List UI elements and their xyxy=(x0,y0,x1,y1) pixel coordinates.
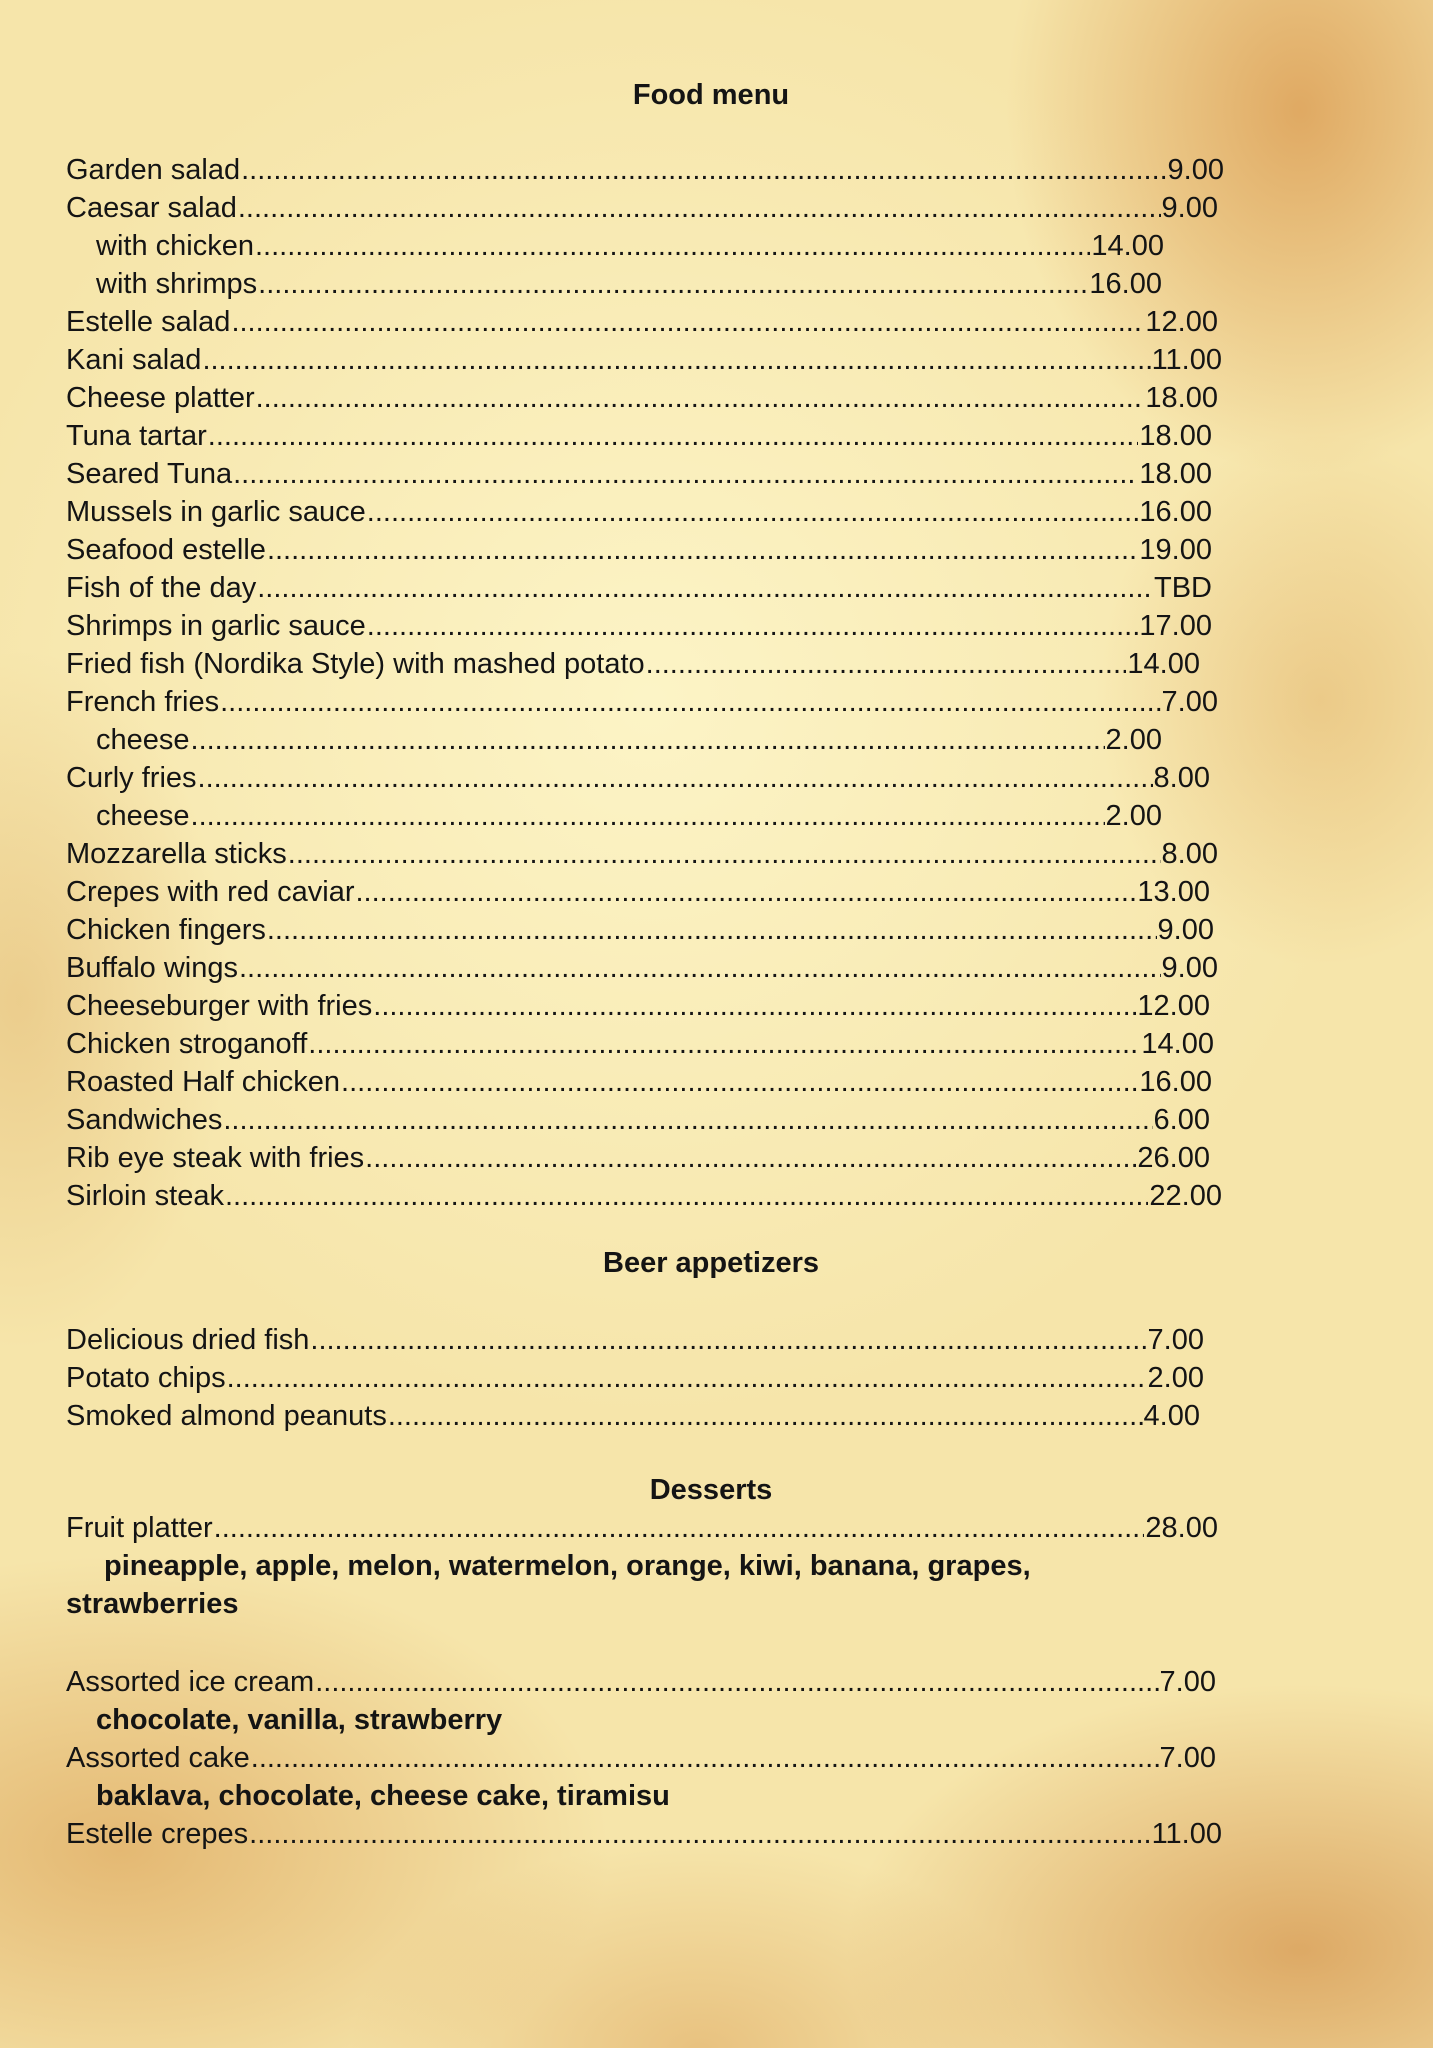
menu-item xyxy=(66,1815,1222,1853)
item-name: Mozzarella sticks xyxy=(66,838,287,870)
item-name: Mussels in garlic sauce xyxy=(66,496,366,528)
dot-leader xyxy=(308,1025,1140,1063)
item-price: 8.00 xyxy=(1161,838,1218,870)
item-name: with shrimps xyxy=(96,268,258,300)
menu-item xyxy=(96,797,1162,835)
dot-leader xyxy=(227,1359,1147,1397)
item-name: cheese xyxy=(96,800,190,832)
dot-leader xyxy=(256,379,1145,417)
menu-item xyxy=(66,455,1212,493)
menu-item xyxy=(66,1663,1216,1701)
dot-leader xyxy=(356,873,1137,911)
dot-leader xyxy=(251,1739,1159,1777)
section-title-food: Food menu xyxy=(632,79,790,111)
item-name: French fries xyxy=(66,686,220,718)
dot-leader xyxy=(191,721,1105,759)
item-price: 16.00 xyxy=(1139,1066,1212,1098)
menu-item xyxy=(66,1739,1216,1777)
dot-leader xyxy=(365,1139,1136,1177)
dot-leader xyxy=(233,455,1138,493)
item-name: Tuna tartar xyxy=(66,420,207,452)
item-description: baklava, chocolate, cheese cake, tiramisu xyxy=(96,1780,670,1812)
menu-item xyxy=(66,1025,1214,1063)
item-name: Assorted cake xyxy=(66,1742,250,1774)
item-price: 7.00 xyxy=(1161,686,1218,718)
item-price: 14.00 xyxy=(1141,1028,1214,1060)
item-price: 12.00 xyxy=(1145,306,1218,338)
dot-leader xyxy=(267,911,1157,949)
item-description: pineapple, apple, melon, watermelon, orange, kiwi, banana, grapes, xyxy=(104,1550,1031,1582)
item-price: 4.00 xyxy=(1143,1400,1200,1432)
item-price: 14.00 xyxy=(1091,230,1164,262)
dot-leader xyxy=(231,303,1144,341)
menu-item xyxy=(66,341,1222,379)
menu-item xyxy=(96,265,1162,303)
item-price: 19.00 xyxy=(1139,534,1212,566)
item-name: Chicken stroganoff xyxy=(66,1028,308,1060)
item-description: strawberries xyxy=(66,1588,239,1620)
item-price: 22.00 xyxy=(1149,1180,1222,1212)
item-price: 28.00 xyxy=(1145,1512,1218,1544)
item-description: chocolate, vanilla, strawberry xyxy=(96,1704,503,1736)
item-price: 9.00 xyxy=(1167,154,1224,186)
item-name: Shrimps in garlic sauce xyxy=(66,610,366,642)
menu-item xyxy=(66,873,1210,911)
item-name: Assorted ice cream xyxy=(66,1666,315,1698)
menu-item xyxy=(66,569,1212,607)
dot-leader xyxy=(646,645,1127,683)
menu-item xyxy=(66,303,1218,341)
menu-item xyxy=(66,987,1210,1025)
item-name: Buffalo wings xyxy=(66,952,238,984)
menu-item xyxy=(66,189,1218,227)
item-price: 7.00 xyxy=(1159,1742,1216,1774)
item-name: cheese xyxy=(96,724,190,756)
menu-item xyxy=(96,721,1162,759)
menu-item xyxy=(66,1177,1222,1215)
menu-item xyxy=(66,379,1218,417)
item-name: Estelle crepes xyxy=(66,1818,249,1850)
menu-item xyxy=(66,645,1200,683)
item-price: 11.00 xyxy=(1151,344,1222,376)
menu-item xyxy=(66,1509,1218,1547)
item-name: Garden salad xyxy=(66,154,241,186)
item-name: Chicken fingers xyxy=(66,914,266,946)
item-price: 6.00 xyxy=(1153,1104,1210,1136)
menu-item xyxy=(66,493,1212,531)
item-name: Seafood estelle xyxy=(66,534,266,566)
item-price: 18.00 xyxy=(1139,458,1212,490)
item-price: 13.00 xyxy=(1137,876,1210,908)
item-name: Cheeseburger with fries xyxy=(66,990,373,1022)
dot-leader xyxy=(239,949,1161,987)
dot-leader xyxy=(191,797,1105,835)
item-name: Curly fries xyxy=(66,762,197,794)
dot-leader xyxy=(202,341,1150,379)
item-price: 14.00 xyxy=(1127,648,1200,680)
item-name: Sandwiches xyxy=(66,1104,223,1136)
menu-item xyxy=(66,1139,1210,1177)
menu-item xyxy=(96,227,1164,265)
item-name: Potato chips xyxy=(66,1362,226,1394)
item-price: 16.00 xyxy=(1139,496,1212,528)
dot-leader xyxy=(288,835,1161,873)
dot-leader xyxy=(310,1321,1146,1359)
item-name: with chicken xyxy=(96,230,254,262)
item-name: Fish of the day xyxy=(66,572,257,604)
item-name: Seared Tuna xyxy=(66,458,233,490)
menu-item xyxy=(66,683,1218,721)
item-price: 12.00 xyxy=(1137,990,1210,1022)
menu-item xyxy=(66,949,1218,987)
item-price: 26.00 xyxy=(1137,1142,1210,1174)
dot-leader xyxy=(367,607,1139,645)
menu-item xyxy=(66,1063,1212,1101)
dot-leader xyxy=(373,987,1136,1025)
menu-item xyxy=(66,417,1212,455)
dot-leader xyxy=(208,417,1139,455)
item-price: 16.00 xyxy=(1089,268,1162,300)
dot-leader xyxy=(341,1063,1138,1101)
dot-leader xyxy=(198,759,1153,797)
menu-item xyxy=(66,1397,1200,1435)
menu-item xyxy=(66,1321,1204,1359)
dot-leader xyxy=(249,1815,1150,1853)
item-name: Fruit platter xyxy=(66,1512,213,1544)
menu-item xyxy=(66,1359,1204,1397)
dot-leader xyxy=(257,569,1153,607)
item-name: Rib eye steak with fries xyxy=(66,1142,365,1174)
item-price: 18.00 xyxy=(1139,420,1212,452)
dot-leader xyxy=(367,493,1139,531)
dot-leader xyxy=(388,1397,1143,1435)
item-name: Estelle salad xyxy=(66,306,231,338)
section-title-desserts: Desserts xyxy=(649,1474,773,1506)
item-name: Fried fish (Nordika Style) with mashed potato xyxy=(66,648,645,680)
menu-item xyxy=(66,759,1210,797)
section-title-beer: Beer appetizers xyxy=(603,1247,819,1279)
menu-item xyxy=(66,1101,1210,1139)
dot-leader xyxy=(241,151,1166,189)
item-price: 2.00 xyxy=(1147,1362,1204,1394)
item-price: 2.00 xyxy=(1105,724,1162,756)
item-price: 8.00 xyxy=(1153,762,1210,794)
menu-item xyxy=(66,151,1224,189)
menu-item xyxy=(66,607,1212,645)
item-price: 9.00 xyxy=(1161,192,1218,224)
item-price: 18.00 xyxy=(1145,382,1218,414)
menu-item xyxy=(66,911,1214,949)
dot-leader xyxy=(225,1177,1148,1215)
item-name: Cheese platter xyxy=(66,382,255,414)
item-price: 7.00 xyxy=(1147,1324,1204,1356)
item-name: Roasted Half chicken xyxy=(66,1066,341,1098)
dot-leader xyxy=(267,531,1138,569)
item-price: 7.00 xyxy=(1159,1666,1216,1698)
menu-item xyxy=(66,835,1218,873)
dot-leader xyxy=(315,1663,1158,1701)
dot-leader xyxy=(255,227,1090,265)
item-name: Sirloin steak xyxy=(66,1180,224,1212)
item-price: 11.00 xyxy=(1151,1818,1222,1850)
item-name: Kani salad xyxy=(66,344,202,376)
item-name: Delicious dried fish xyxy=(66,1324,310,1356)
item-price: 9.00 xyxy=(1157,914,1214,946)
item-price: TBD xyxy=(1154,572,1212,604)
item-price: 17.00 xyxy=(1139,610,1212,642)
dot-leader xyxy=(238,189,1161,227)
dot-leader xyxy=(258,265,1088,303)
menu-item xyxy=(66,531,1212,569)
dot-leader xyxy=(214,1509,1145,1547)
item-price: 9.00 xyxy=(1161,952,1218,984)
item-name: Smoked almond peanuts xyxy=(66,1400,387,1432)
item-name: Caesar salad xyxy=(66,192,237,224)
dot-leader xyxy=(223,1101,1152,1139)
item-price: 2.00 xyxy=(1105,800,1162,832)
item-name: Crepes with red caviar xyxy=(66,876,355,908)
dot-leader xyxy=(220,683,1160,721)
